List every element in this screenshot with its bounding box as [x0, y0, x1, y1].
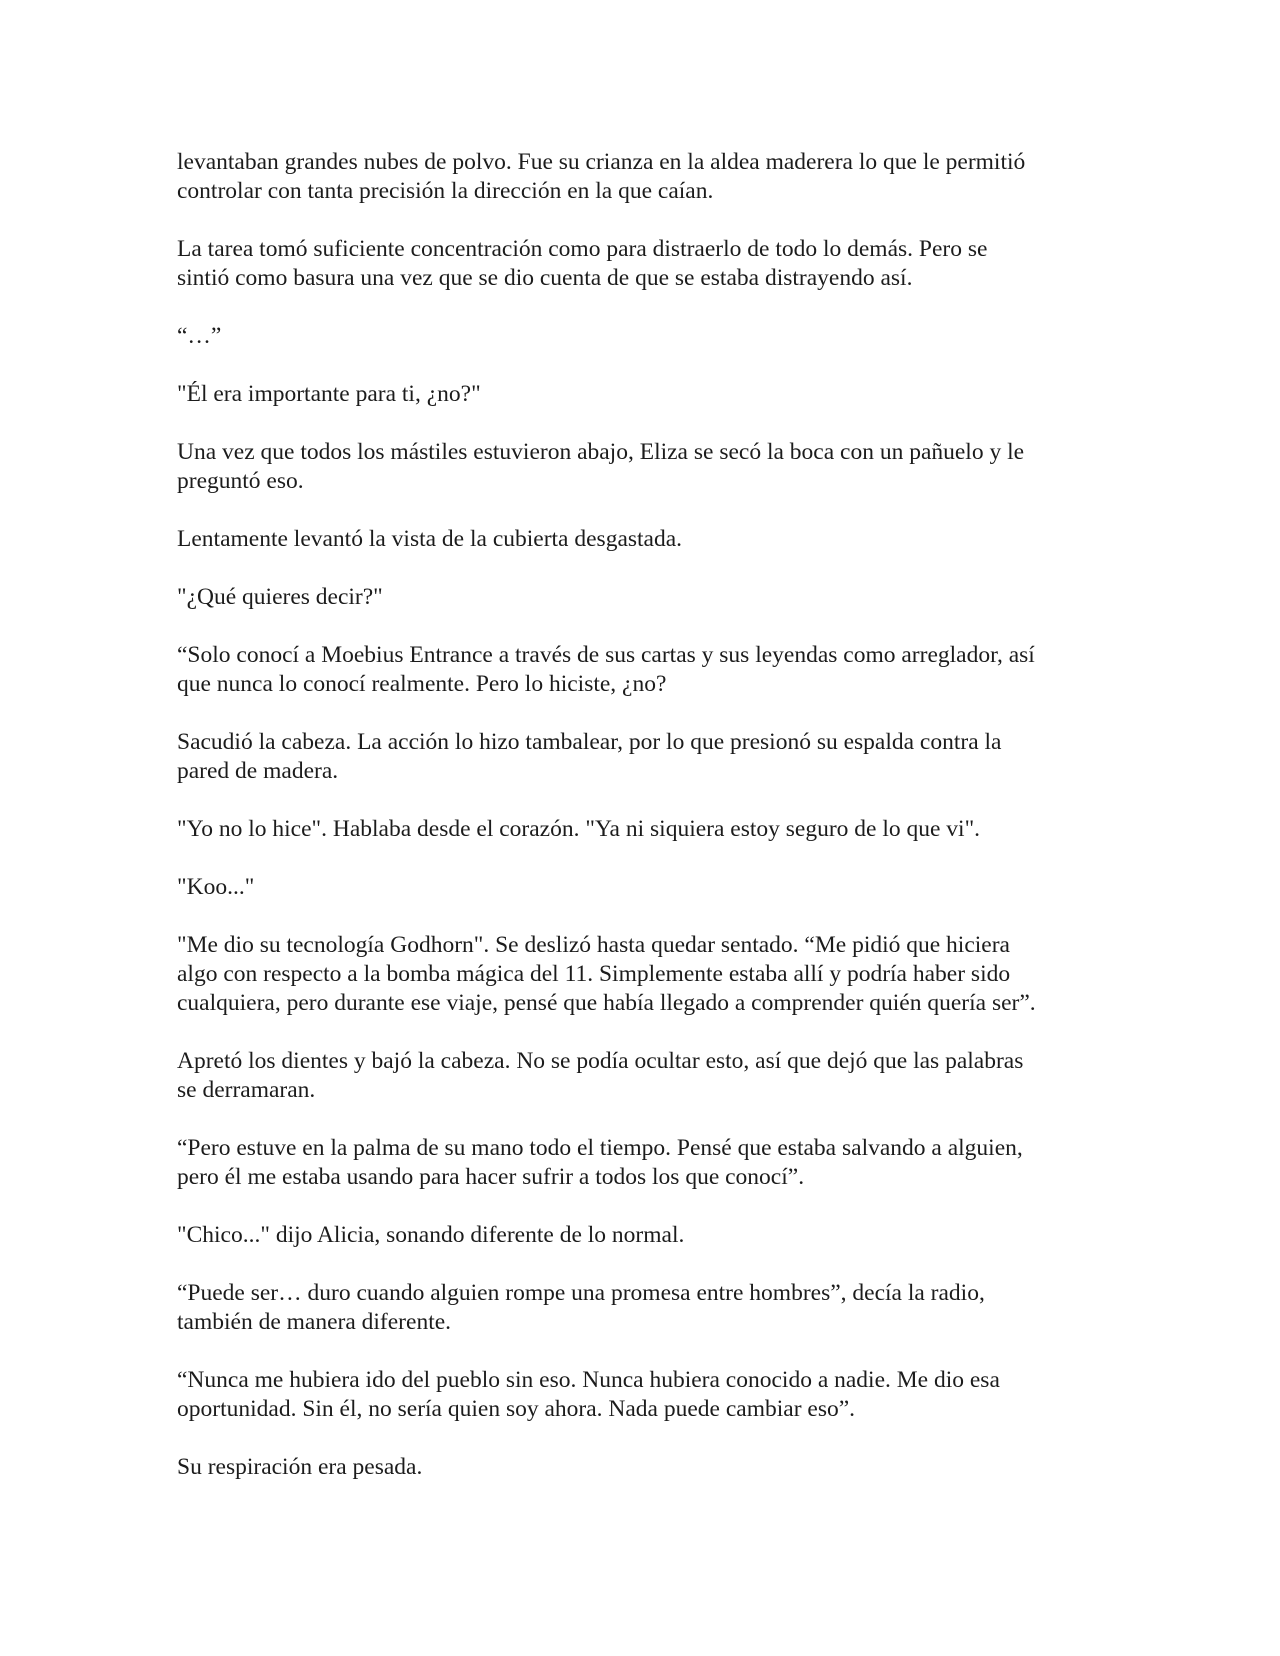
- paragraph-4: "Él era importante para ti, ¿no?": [177, 381, 481, 407]
- paragraph-14: “Pero estuve en la palma de su mano todo el tiempo. Pensé que estaba salvando a alguien, pero él me estaba usando para hacer sufrir a todos los que conocí”.: [177, 1135, 1023, 1190]
- paragraph-7: "¿Qué quieres decir?": [177, 584, 383, 610]
- paragraph-18: Su respiración era pesada.: [177, 1454, 423, 1480]
- paragraph-3: “…”: [177, 323, 222, 349]
- paragraph-15: "Chico..." dijo Alicia, sonando diferente de lo normal.: [177, 1222, 685, 1248]
- paragraph-9: Sacudió la cabeza. La acción lo hizo tambalear, por lo que presionó su espalda contra la pared de madera.: [177, 729, 1002, 784]
- paragraph-16: “Puede ser… duro cuando alguien rompe una promesa entre hombres”, decía la radio, también de manera diferente.: [177, 1280, 985, 1335]
- paragraph-8: “Solo conocí a Moebius Entrance a través de sus cartas y sus leyendas como arreglador, así que nunca lo conocí realmente. Pero lo hiciste, ¿no?: [177, 642, 1035, 697]
- paragraph-1: levantaban grandes nubes de polvo. Fue su crianza en la aldea maderera lo que le permitió controlar con tanta precisión la dirección en la que caían.: [177, 149, 1026, 204]
- paragraph-5: Una vez que todos los mástiles estuvieron abajo, Eliza se secó la boca con un pañuelo y le preguntó eso.: [177, 439, 1025, 494]
- paragraph-6: Lentamente levantó la vista de la cubierta desgastada.: [177, 526, 683, 552]
- paragraph-13: Apretó los dientes y bajó la cabeza. No se podía ocultar esto, así que dejó que las palabras se derramaran.: [177, 1048, 1024, 1103]
- text-column: [177, 148, 1107, 1482]
- paragraph-12: "Me dio su tecnología Godhorn". Se deslizó hasta quedar sentado. “Me pidió que hiciera algo con respecto a la bomba mágica del 11. Simplemente estaba allí y podría haber sido cualquiera, pero durante ese viaje, pensé que había llegado a comprender quién quería ser”.: [177, 932, 1036, 1016]
- paragraph-17: “Nunca me hubiera ido del pueblo sin eso. Nunca hubiera conocido a nadie. Me dio esa oportunidad. Sin él, no sería quien soy ahora. Nada puede cambiar eso”.: [177, 1367, 1000, 1422]
- paragraph-11: "Koo...": [177, 874, 255, 900]
- paragraph-10: "Yo no lo hice". Hablaba desde el corazón. "Ya ni siquiera estoy seguro de lo que vi".: [177, 816, 981, 842]
- paragraph-2: La tarea tomó suficiente concentración como para distraerlo de todo lo demás. Pero se sintió como basura una vez que se dio cuenta de que se estaba distrayendo así.: [177, 236, 988, 291]
